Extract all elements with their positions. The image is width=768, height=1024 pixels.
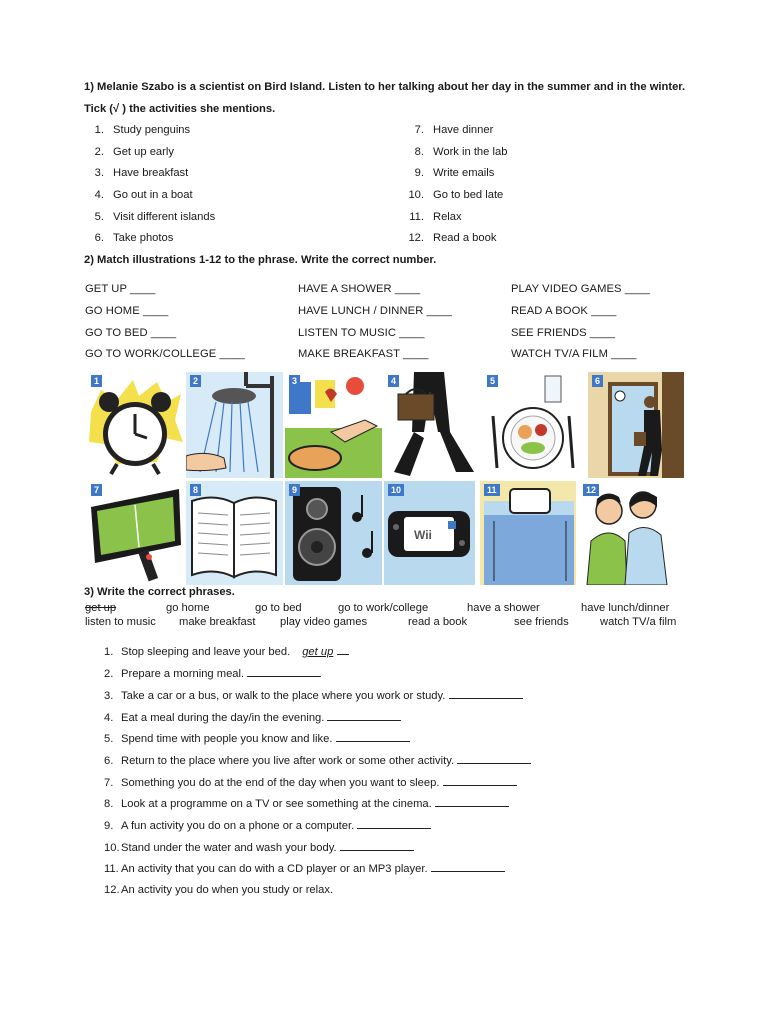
item-text: Have dinner bbox=[433, 124, 494, 136]
illustration-going-home bbox=[588, 372, 684, 478]
illustration-alarm-clock bbox=[87, 372, 185, 478]
illustration-number: 12 bbox=[583, 484, 599, 496]
illustration-number: 2 bbox=[190, 375, 201, 387]
answer-blank bbox=[337, 645, 349, 655]
question-text: Eat a meal during the day/in the evening. bbox=[121, 712, 325, 724]
section1-heading-line2: Tick (√ ) the activities she mentions. bbox=[84, 103, 276, 115]
phrase-item: PLAY VIDEO GAMES ____ bbox=[511, 283, 651, 295]
phrase-item: LISTEN TO MUSIC ____ bbox=[298, 327, 425, 339]
item-number: 11. bbox=[409, 211, 424, 223]
list-item bbox=[80, 167, 188, 179]
question-number: 1. bbox=[104, 646, 114, 658]
phrase-item: GO TO WORK/COLLEGE ____ bbox=[85, 348, 245, 360]
section1-heading-line1: 1) Melanie Szabo is a scientist on Bird Island. Listen to her talking about her day in the summer and in the winter. bbox=[84, 81, 686, 93]
question-item bbox=[104, 884, 333, 896]
list-item bbox=[80, 232, 173, 244]
illustration-number: 10 bbox=[388, 484, 404, 496]
question-text: Return to the place where you live after work or some other activity. bbox=[121, 755, 455, 767]
list-item bbox=[80, 146, 174, 158]
word-bank-item: go to bed bbox=[255, 602, 302, 614]
illustration-number: 4 bbox=[388, 375, 399, 387]
list-item bbox=[400, 232, 496, 244]
question-number: 9. bbox=[104, 820, 114, 832]
phrase-item: GO HOME ____ bbox=[85, 305, 169, 317]
question-text: An activity you do when you study or relax. bbox=[121, 884, 334, 896]
illustration-breakfast bbox=[285, 372, 382, 478]
item-number: 8. bbox=[414, 146, 424, 158]
phrase-item: SEE FRIENDS ____ bbox=[511, 327, 616, 339]
question-number: 10. bbox=[104, 842, 120, 854]
answer-blank[interactable] bbox=[340, 841, 414, 851]
word-bank-item: have a shower bbox=[467, 602, 540, 614]
answer-blank[interactable] bbox=[457, 754, 531, 764]
item-text: Visit different islands bbox=[113, 211, 216, 223]
illustration-bed bbox=[480, 481, 576, 585]
word-bank-item: have lunch/dinner bbox=[581, 602, 670, 614]
question-number: 5. bbox=[104, 733, 114, 745]
item-text: Take photos bbox=[113, 232, 174, 244]
illustration-tv bbox=[87, 481, 184, 585]
answer-blank[interactable] bbox=[449, 689, 523, 699]
list-item bbox=[80, 211, 215, 223]
word-bank-item: read a book bbox=[408, 616, 468, 628]
question-item bbox=[104, 819, 431, 832]
item-number: 7. bbox=[414, 124, 424, 136]
illustration-speaker bbox=[285, 481, 382, 585]
word-bank-item: play video games bbox=[280, 616, 368, 628]
illustration-number: 8 bbox=[190, 484, 201, 496]
item-number: 3. bbox=[94, 167, 104, 179]
illustration-number: 3 bbox=[289, 375, 300, 387]
question-number: 12. bbox=[104, 884, 120, 896]
list-item bbox=[80, 124, 190, 136]
phrase-item: HAVE LUNCH / DINNER ____ bbox=[298, 305, 452, 317]
question-item bbox=[104, 841, 414, 854]
item-number: 1. bbox=[94, 124, 104, 136]
answer-blank[interactable] bbox=[247, 667, 321, 677]
phrase-item: MAKE BREAKFAST ____ bbox=[298, 348, 429, 360]
list-item bbox=[400, 167, 494, 179]
word-bank-item: see friends bbox=[514, 616, 569, 628]
question-number: 11. bbox=[104, 863, 119, 875]
question-text: Prepare a morning meal. bbox=[121, 668, 245, 680]
item-text: Study penguins bbox=[113, 124, 191, 136]
word-bank-item: make breakfast bbox=[179, 616, 256, 628]
question-text: Take a car or a bus, or walk to the place where you work or study. bbox=[121, 690, 446, 702]
item-number: 6. bbox=[94, 232, 104, 244]
answer-blank[interactable] bbox=[443, 776, 517, 786]
answer-blank[interactable] bbox=[327, 711, 401, 721]
question-number: 7. bbox=[104, 777, 114, 789]
list-item bbox=[400, 189, 503, 201]
question-text: A fun activity you do on a phone or a computer. bbox=[121, 820, 355, 832]
answer-blank[interactable] bbox=[435, 797, 509, 807]
item-number: 12. bbox=[408, 232, 424, 244]
phrase-item: HAVE A SHOWER ____ bbox=[298, 283, 421, 295]
answer-blank[interactable] bbox=[357, 819, 431, 829]
illustration-lunch-plate bbox=[483, 372, 580, 478]
item-text: Read a book bbox=[433, 232, 497, 244]
question-item bbox=[104, 862, 505, 875]
item-text: Have breakfast bbox=[113, 167, 189, 179]
item-number: 5. bbox=[94, 211, 104, 223]
question-number: 2. bbox=[104, 668, 114, 680]
list-item bbox=[400, 124, 493, 136]
answer-blank[interactable] bbox=[431, 862, 505, 872]
item-number: 9. bbox=[414, 167, 424, 179]
illustration-friends bbox=[579, 481, 676, 585]
item-text: Get up early bbox=[113, 146, 174, 158]
illustration-number: 11 bbox=[484, 484, 500, 496]
answer-text: get up bbox=[302, 646, 334, 658]
illustration-number: 7 bbox=[91, 484, 102, 496]
question-item bbox=[104, 667, 321, 680]
question-text: Something you do at the end of the day when you want to sleep. bbox=[121, 777, 440, 789]
list-item bbox=[400, 211, 462, 223]
illustration-number: 5 bbox=[487, 375, 498, 387]
illustration-game-console bbox=[384, 481, 475, 585]
item-text: Go to bed late bbox=[433, 189, 504, 201]
question-item bbox=[104, 776, 517, 789]
question-text: Look at a programme on a TV or see something at the cinema. bbox=[121, 798, 432, 810]
item-text: Relax bbox=[433, 211, 462, 223]
question-item bbox=[104, 797, 509, 810]
section2-heading: 2) Match illustrations 1-12 to the phrase. Write the correct number. bbox=[84, 254, 437, 266]
list-item bbox=[400, 146, 507, 158]
word-bank-item: get up bbox=[85, 602, 117, 614]
illustration-number: 1 bbox=[91, 375, 102, 387]
list-item bbox=[80, 189, 193, 201]
question-item bbox=[104, 711, 401, 724]
item-text: Write emails bbox=[433, 167, 495, 179]
question-item bbox=[104, 732, 410, 745]
word-bank-item: watch TV/a film bbox=[600, 616, 677, 628]
question-number: 4. bbox=[104, 712, 114, 724]
question-text: An activity that you can do with a CD player or an MP3 player. bbox=[121, 863, 428, 875]
phrase-item: GO TO BED ____ bbox=[85, 327, 177, 339]
item-number: 4. bbox=[94, 189, 104, 201]
question-number: 6. bbox=[104, 755, 114, 767]
question-text: Stand under the water and wash your body. bbox=[121, 842, 337, 854]
illustration-commute bbox=[384, 372, 481, 478]
question-item bbox=[104, 689, 523, 702]
question-number: 3. bbox=[104, 690, 114, 702]
word-bank-item: listen to music bbox=[85, 616, 156, 628]
question-text: Stop sleeping and leave your bed. bbox=[121, 646, 291, 658]
word-bank-item: go to work/college bbox=[338, 602, 429, 614]
question-number: 8. bbox=[104, 798, 114, 810]
question-item bbox=[104, 645, 349, 658]
section3-heading: 3) Write the correct phrases. bbox=[84, 586, 235, 598]
phrase-item: WATCH TV/A FILM ____ bbox=[511, 348, 637, 360]
item-number: 2. bbox=[94, 146, 104, 158]
phrase-item: READ A BOOK ____ bbox=[511, 305, 617, 317]
question-text: Spend time with people you know and like. bbox=[121, 733, 333, 745]
phrase-item: GET UP ____ bbox=[85, 283, 156, 295]
illustration-number: 9 bbox=[289, 484, 300, 496]
answer-blank[interactable] bbox=[336, 732, 410, 742]
question-item bbox=[104, 754, 531, 767]
illustration-shower bbox=[186, 372, 283, 478]
item-text: Work in the lab bbox=[433, 146, 508, 158]
illustration-number: 6 bbox=[592, 375, 603, 387]
item-text: Go out in a boat bbox=[113, 189, 193, 201]
console-logo: Wii bbox=[414, 528, 432, 542]
word-bank-item: go home bbox=[166, 602, 210, 614]
illustration-book bbox=[186, 481, 283, 585]
item-number: 10. bbox=[408, 189, 424, 201]
